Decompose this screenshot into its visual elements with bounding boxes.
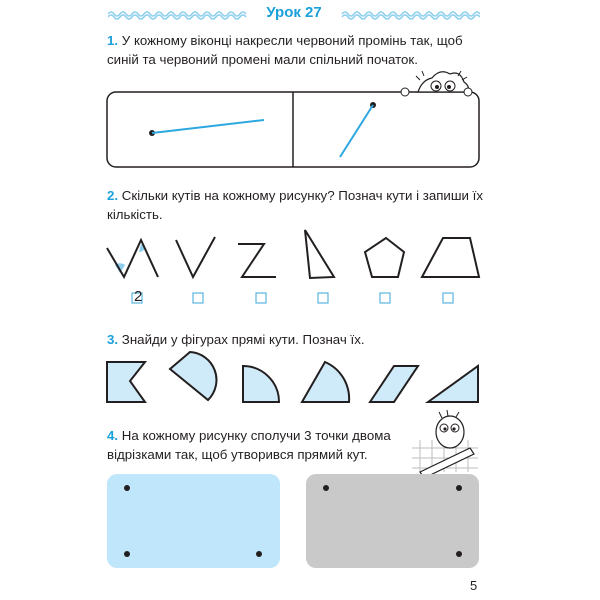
shape-semicircle-slice[interactable]: [170, 352, 216, 400]
answer-box-3[interactable]: [256, 293, 266, 303]
task-2-number: 2.: [107, 188, 119, 203]
answer-box-5[interactable]: [380, 293, 390, 303]
task-3-instructions: Знайди у фігурах прямі кути. Познач їх.: [121, 332, 365, 347]
gray-panel-point-bottom-right[interactable]: [456, 551, 462, 557]
shape-notched-rectangle[interactable]: [107, 362, 145, 402]
figure-pentagon[interactable]: [365, 238, 404, 277]
shape-parallelogram[interactable]: [370, 366, 418, 402]
task-4-number: 4.: [107, 428, 119, 443]
answer-box-4[interactable]: [318, 293, 328, 303]
task-4-instructions: На кожному рисунку сполучи 3 точки двома відрізками так, щоб утворився прямий кут.: [107, 428, 391, 462]
task-1-instructions: У кожному віконці накресли червоний промінь так, щоб синій та червоний промені мали спільний початок.: [107, 33, 463, 67]
task-4-blue-panel: [107, 474, 280, 568]
gray-panel-point-top-left[interactable]: [323, 485, 329, 491]
figure-z-shape[interactable]: [238, 244, 276, 277]
figure-triangle[interactable]: [305, 230, 334, 278]
owl-with-ruler-icon: [412, 410, 478, 478]
answer-box-6[interactable]: [443, 293, 453, 303]
blue-panel-point-bottom-left[interactable]: [124, 551, 130, 557]
figure-quadrilateral[interactable]: [422, 238, 479, 277]
page-number: 5: [470, 578, 478, 593]
gray-panel-point-top-right[interactable]: [456, 485, 462, 491]
blue-panel-point-top-left[interactable]: [124, 485, 130, 491]
shape-circular-sector[interactable]: [302, 362, 349, 402]
figure-w-shape[interactable]: [107, 240, 158, 277]
shape-right-triangle[interactable]: [428, 366, 478, 402]
task-2-instructions: Скільки кутів на кожному рисунку? Познач кути і запиши їх кількість.: [107, 188, 483, 222]
shape-quarter-circle[interactable]: [243, 366, 279, 402]
task-2-answer-value: 2: [134, 288, 143, 305]
lesson-title: Урок 27: [266, 4, 322, 21]
answer-box-2[interactable]: [193, 293, 203, 303]
task-3-number: 3.: [107, 332, 119, 347]
task-4-gray-panel: [306, 474, 479, 568]
figure-v-shape[interactable]: [176, 237, 215, 277]
blue-panel-point-bottom-right[interactable]: [256, 551, 262, 557]
task-1-number: 1.: [107, 33, 119, 48]
